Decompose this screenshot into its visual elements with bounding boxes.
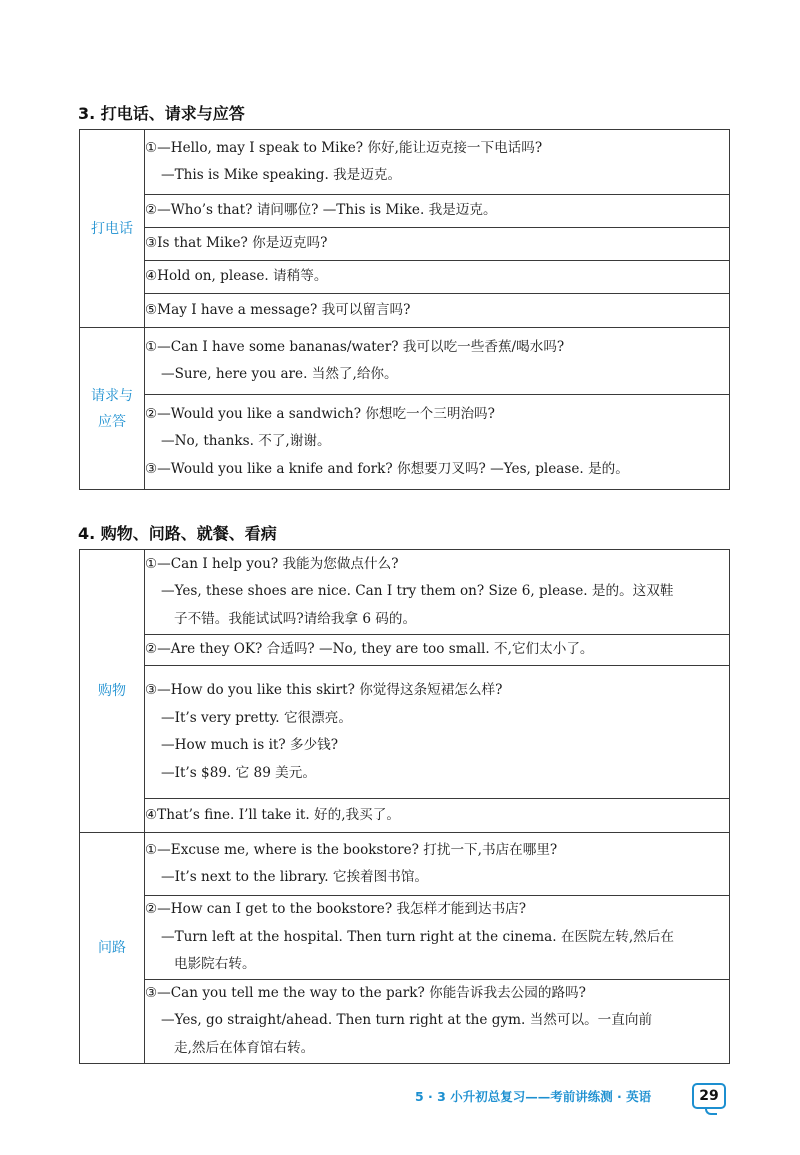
- page-number-tab-decoration: [705, 1107, 717, 1115]
- category-request-response: 请求与 应答: [80, 328, 145, 490]
- table-row: ①—Hello, may I speak to Mike? 你好,能让迈克接一下电话吗? —This is Mike speaking. 我是迈克。: [145, 130, 730, 195]
- section-3-title: 3. 打电话、请求与应答: [78, 104, 245, 123]
- table-row: ③Is that Mike? 你是迈克吗?: [145, 228, 730, 261]
- table-row: ②—Who’s that? 请问哪位? —This is Mike. 我是迈克。: [145, 195, 730, 228]
- table-row: ②—Would you like a sandwich? 你想吃一个三明治吗? —No, thanks. 不了,谢谢。 ③—Would you like a knife and fork? 你想要刀叉吗? —Yes, please. 是的。: [145, 395, 730, 490]
- section-4-title: 4. 购物、问路、就餐、看病: [78, 524, 277, 543]
- table-row: ①—Can I have some bananas/water? 我可以吃一些香蕉/喝水吗? —Sure, here you are. 当然了,给你。: [145, 328, 730, 395]
- shopping-directions-table: [79, 549, 730, 1064]
- table-row: ⑤May I have a message? 我可以留言吗?: [145, 294, 730, 328]
- footer-text: 5 · 3 小升初总复习——考前讲练测 · 英语: [415, 1089, 652, 1104]
- phone-request-table: [79, 129, 730, 490]
- table-row: ②—How can I get to the bookstore? 我怎样才能到达书店? —Turn left at the hospital. Then turn right at the cinema. 在医院左转,然后在 电影院右转。: [145, 896, 730, 980]
- table-row: ②—Are they OK? 合适吗? —No, they are too small. 不,它们太小了。: [145, 635, 730, 666]
- page-number: 29: [692, 1083, 726, 1109]
- category-directions: 问路: [80, 833, 145, 1064]
- table-row: ③—Can you tell me the way to the park? 你能告诉我去公园的路吗? —Yes, go straight/ahead. Then turn right at the gym. 当然可以。一直向前 走,然后在体育馆右转。: [145, 979, 730, 1063]
- table-row: ④That’s fine. I’ll take it. 好的,我买了。: [145, 799, 730, 833]
- table-row: ④Hold on, please. 请稍等。: [145, 261, 730, 294]
- category-phone: 打电话: [80, 130, 145, 328]
- table-row: ①—Can I help you? 我能为您做点什么? —Yes, these shoes are nice. Can I try them on? Size 6, please. 是的。这双鞋 子不错。我能试试吗?请给我拿 6 码的。: [145, 550, 730, 635]
- table-row: ①—Excuse me, where is the bookstore? 打扰一下,书店在哪里? —It’s next to the library. 它挨着图书馆。: [145, 833, 730, 896]
- category-shopping: 购物: [80, 550, 145, 833]
- table-row: ③—How do you like this skirt? 你觉得这条短裙怎么样? —It’s very pretty. 它很漂亮。 —How much is it? 多少钱? —It’s $89. 它 89 美元。: [145, 666, 730, 799]
